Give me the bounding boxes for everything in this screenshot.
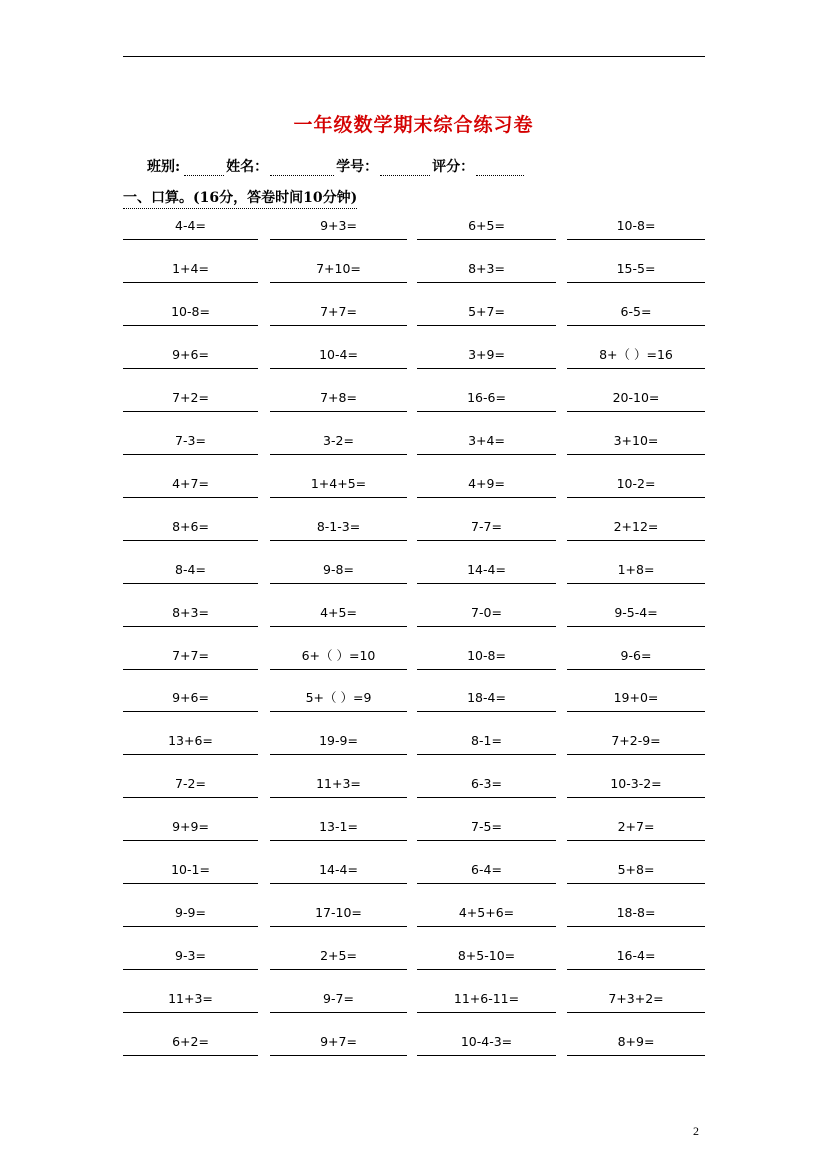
problem-cell[interactable]: 1+4+5= xyxy=(270,475,407,498)
problem-cell[interactable]: 14-4= xyxy=(417,561,556,584)
problem-cell[interactable]: 9-8= xyxy=(270,561,407,584)
problem-row xyxy=(0,732,827,775)
problem-cell[interactable]: 2+7= xyxy=(567,818,705,841)
problem-cell[interactable]: 9-9= xyxy=(123,904,258,927)
problem-cell[interactable]: 9+6= xyxy=(123,689,258,712)
problem-row xyxy=(0,518,827,561)
problem-cell[interactable]: 5+7= xyxy=(417,303,556,326)
problem-cell[interactable]: 4+9= xyxy=(417,475,556,498)
problem-row xyxy=(0,303,827,346)
page-title: 一年级数学期末综合练习卷 xyxy=(293,114,534,136)
problem-cell[interactable]: 7+10= xyxy=(270,260,407,283)
problem-cell[interactable]: 15-5= xyxy=(567,260,705,283)
problem-row xyxy=(0,389,827,432)
problem-row xyxy=(0,432,827,475)
problem-cell[interactable]: 4+5+6= xyxy=(417,904,556,927)
problem-row xyxy=(0,346,827,389)
class-label: 班别: xyxy=(147,159,181,175)
problem-cell[interactable]: 16-6= xyxy=(417,389,556,412)
problem-cell[interactable]: 5+（ ）=9 xyxy=(270,689,407,712)
problem-cell[interactable]: 18-8= xyxy=(567,904,705,927)
problem-cell[interactable]: 9+6= xyxy=(123,346,258,369)
problem-cell[interactable]: 4-4= xyxy=(123,217,258,240)
problem-cell[interactable]: 7+7= xyxy=(123,647,258,670)
problem-cell[interactable]: 14-4= xyxy=(270,861,407,884)
problem-cell[interactable]: 8-1-3= xyxy=(270,518,407,541)
problem-cell[interactable]: 10-3-2= xyxy=(567,775,705,798)
problem-cell[interactable]: 8+9= xyxy=(567,1033,705,1056)
problem-cell[interactable]: 10-8= xyxy=(567,217,705,240)
problem-cell[interactable]: 7+7= xyxy=(270,303,407,326)
problem-cell[interactable]: 8-1= xyxy=(417,732,556,755)
problem-cell[interactable]: 6+2= xyxy=(123,1033,258,1056)
problem-cell[interactable]: 7+3+2= xyxy=(567,990,705,1013)
problem-cell[interactable]: 6-5= xyxy=(567,303,705,326)
problem-cell[interactable]: 3+10= xyxy=(567,432,705,455)
problem-row xyxy=(0,1033,827,1076)
problem-cell[interactable]: 3-2= xyxy=(270,432,407,455)
problem-cell[interactable]: 4+5= xyxy=(270,604,407,627)
problem-cell[interactable]: 7-0= xyxy=(417,604,556,627)
problem-cell[interactable]: 18-4= xyxy=(417,689,556,712)
problem-cell[interactable]: 19+0= xyxy=(567,689,705,712)
problem-cell[interactable]: 8+3= xyxy=(417,260,556,283)
problem-cell[interactable]: 1+8= xyxy=(567,561,705,584)
problem-cell[interactable]: 5+8= xyxy=(567,861,705,884)
problem-cell[interactable]: 7+8= xyxy=(270,389,407,412)
problem-cell[interactable]: 16-4= xyxy=(567,947,705,970)
problem-row xyxy=(0,260,827,303)
problem-row xyxy=(0,475,827,518)
problem-cell[interactable]: 8+（ ）=16 xyxy=(567,346,705,369)
problem-row xyxy=(0,217,827,260)
problem-cell[interactable]: 6-4= xyxy=(417,861,556,884)
problem-row xyxy=(0,947,827,990)
problem-cell[interactable]: 9-6= xyxy=(567,647,705,670)
problem-cell[interactable]: 4+7= xyxy=(123,475,258,498)
problem-cell[interactable]: 10-4= xyxy=(270,346,407,369)
problem-cell[interactable]: 2+12= xyxy=(567,518,705,541)
problem-cell[interactable]: 3+4= xyxy=(417,432,556,455)
problem-cell[interactable]: 10-4-3= xyxy=(417,1033,556,1056)
problem-cell[interactable]: 10-1= xyxy=(123,861,258,884)
section-heading-oral-arithmetic: 一、口算。(16分，答卷时间10分钟) xyxy=(123,187,357,209)
name-label: 姓名： xyxy=(226,159,269,175)
problem-row xyxy=(0,775,827,818)
problem-cell[interactable]: 19-9= xyxy=(270,732,407,755)
problem-cell[interactable]: 11+3= xyxy=(270,775,407,798)
problem-cell[interactable]: 10-8= xyxy=(123,303,258,326)
problem-cell[interactable]: 13-1= xyxy=(270,818,407,841)
problem-cell[interactable]: 1+4= xyxy=(123,260,258,283)
problem-cell[interactable]: 11+3= xyxy=(123,990,258,1013)
problem-cell[interactable]: 6-3= xyxy=(417,775,556,798)
problem-cell[interactable]: 20-10= xyxy=(567,389,705,412)
problem-cell[interactable]: 11+6-11= xyxy=(417,990,556,1013)
problem-cell[interactable]: 17-10= xyxy=(270,904,407,927)
problem-row xyxy=(0,861,827,904)
score-label: 评分： xyxy=(432,159,475,175)
problem-cell[interactable]: 10-2= xyxy=(567,475,705,498)
problem-cell[interactable]: 9+3= xyxy=(270,217,407,240)
problem-cell[interactable]: 9-3= xyxy=(123,947,258,970)
problem-cell[interactable]: 8+3= xyxy=(123,604,258,627)
problem-cell[interactable]: 9+9= xyxy=(123,818,258,841)
problem-cell[interactable]: 7+2-9= xyxy=(567,732,705,755)
problem-row xyxy=(0,689,827,732)
problem-cell[interactable]: 9+7= xyxy=(270,1033,407,1056)
problem-row xyxy=(0,604,827,647)
problem-cell[interactable]: 7-7= xyxy=(417,518,556,541)
problem-cell[interactable]: 10-8= xyxy=(417,647,556,670)
problem-cell[interactable]: 6+5= xyxy=(417,217,556,240)
problem-cell[interactable]: 2+5= xyxy=(270,947,407,970)
page-number: 2 xyxy=(693,1124,699,1138)
problem-cell[interactable]: 7-5= xyxy=(417,818,556,841)
problem-row xyxy=(0,561,827,604)
problem-cell[interactable]: 8+5-10= xyxy=(417,947,556,970)
problem-cell[interactable]: 7-2= xyxy=(123,775,258,798)
problem-cell[interactable]: 6+（ ）=10 xyxy=(270,647,407,670)
problem-row xyxy=(0,647,827,690)
problem-cell[interactable]: 8+6= xyxy=(123,518,258,541)
problem-cell[interactable]: 13+6= xyxy=(123,732,258,755)
problem-cell[interactable]: 9-7= xyxy=(270,990,407,1013)
problem-cell[interactable]: 3+9= xyxy=(417,346,556,369)
problem-row xyxy=(0,818,827,861)
problem-cell[interactable]: 7-3= xyxy=(123,432,258,455)
problem-cell[interactable]: 7+2= xyxy=(123,389,258,412)
problem-row xyxy=(0,990,827,1033)
problem-row xyxy=(0,904,827,947)
id-label: 学号： xyxy=(336,159,379,175)
problem-cell[interactable]: 8-4= xyxy=(123,561,258,584)
problem-cell[interactable]: 9-5-4= xyxy=(567,604,705,627)
